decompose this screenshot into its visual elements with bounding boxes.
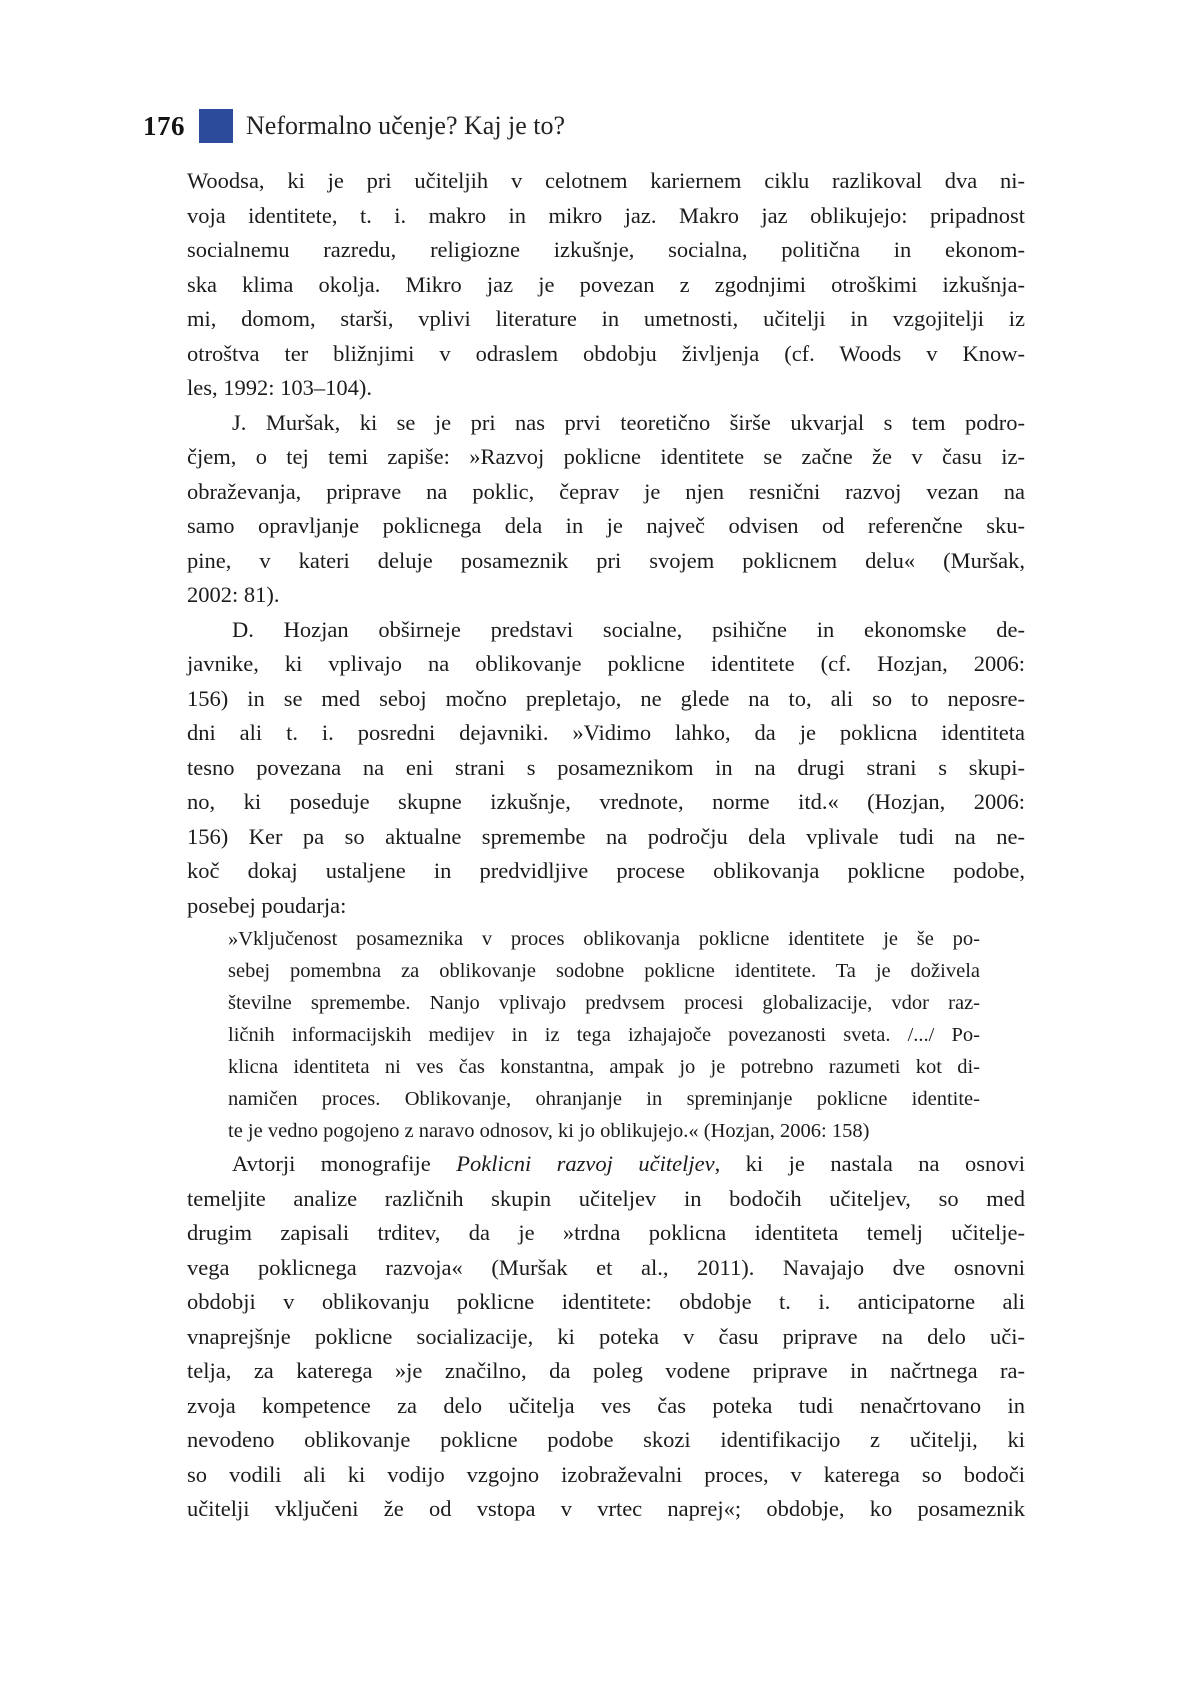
text-line: koč dokaj ustaljene in predvidljive procese oblikovanja poklicne podobe,	[187, 858, 1025, 883]
page-number: 176	[143, 110, 185, 141]
text-line: 2002: 81).	[187, 582, 280, 607]
text-line: Avtorji monografije Poklicni razvoj učiteljev, ki je nastala na osnovi	[232, 1151, 1026, 1176]
text-line: temeljite analize različnih skupin učiteljev in bodočih učiteljev, so med	[187, 1185, 1025, 1211]
text-line: telja, za katerega »je značilno, da poleg vodene priprave in načrtnega ra-	[187, 1358, 1025, 1383]
text-line: no, ki poseduje skupne izkušnje, vrednote, norme itd.« (Hozjan, 2006:	[187, 789, 1025, 814]
text-line: obdobji v oblikovanju poklicne identitete: obdobje t. i. anticipatorne ali	[187, 1289, 1025, 1314]
text-line: vnaprejšnje poklicne socializacije, ki poteka v času priprave na delo uči-	[187, 1323, 1025, 1349]
text-line: obraževanja, priprave na poklic, čeprav je njen resnični razvoj vezan na	[187, 478, 1025, 504]
text-line: ska klima okolja. Mikro jaz je povezan z zgodnjimi otroškimi izkušnja-	[187, 271, 1025, 297]
text-line: socialnemu razredu, religiozne izkušnje, socialna, politična in ekonom-	[187, 237, 1025, 262]
body-text	[187, 164, 1025, 1527]
text-line: vega poklicnega razvoja« (Muršak et al., 2011). Navajajo dve osnovni	[187, 1254, 1025, 1280]
text-line: D. Hozjan obširneje predstavi socialne, psihične in ekonomske de-	[232, 616, 1025, 642]
running-title: Neformalno učenje? Kaj je to?	[246, 111, 566, 140]
text-line: številne spremembe. Nanjo vplivajo predvsem procesi globalizacije, vdor raz-	[228, 992, 980, 1014]
text-line: les, 1992: 103–104).	[187, 375, 372, 400]
paragraph	[187, 164, 1025, 406]
text-line: so vodili ali ki vodijo vzgojno izobraževalni proces, v katerega so bodoči	[187, 1461, 1025, 1487]
text-line: J. Muršak, ki se je pri nas prvi teoretično širše ukvarjal s tem podro-	[232, 409, 1025, 435]
text-line: samo opravljanje poklicnega dela in je največ odvisen od referenčne sku-	[187, 513, 1025, 538]
text-line: učitelji vključeni že od vstopa v vrtec naprej«; obdobje, ko posameznik	[187, 1496, 1025, 1521]
text-line: klicna identiteta ni ves čas konstantna, ampak jo je potrebno razumeti kot di-	[228, 1056, 980, 1078]
text-line: »Vključenost posameznika v proces oblikovanja poklicne identitete je še po-	[228, 928, 980, 950]
paragraph	[187, 406, 1025, 613]
blue-square-marker	[199, 109, 233, 143]
text-line: zvoja kompetence za delo učitelja ves čas poteka tudi nenačrtovano in	[187, 1392, 1025, 1418]
text-line: namičen proces. Oblikovanje, ohranjanje in spreminjanje poklicne identite-	[228, 1088, 980, 1110]
text-line: javnike, ki vplivajo na oblikovanje poklicne identitete (cf. Hozjan, 2006:	[187, 651, 1025, 676]
text-line: 156) Ker pa so aktualne spremembe na področju dela vplivale tudi na ne-	[187, 823, 1025, 849]
text-line: dni ali t. i. posredni dejavniki. »Vidimo lahko, da je poklicna identiteta	[187, 720, 1025, 745]
paragraph	[187, 613, 1025, 924]
text-line: tesno povezana na eni strani s posameznikom in na drugi strani s skupi-	[187, 754, 1025, 780]
block-quote	[228, 923, 980, 1147]
text-line: te je vedno pogojeno z naravo odnosov, ki jo oblikujejo.« (Hozjan, 2006: 158)	[228, 1120, 870, 1142]
text-line: čjem, o tej temi zapiše: »Razvoj poklicne identitete se začne že v času iz-	[187, 444, 1025, 469]
text-line: voja identitete, t. i. makro in mikro jaz. Makro jaz oblikujejo: pripadnost	[187, 202, 1025, 228]
paragraph	[187, 1147, 1025, 1527]
text-line: mi, domom, starši, vplivi literature in umetnosti, učitelji in vzgojitelji iz	[187, 306, 1025, 331]
page-header	[143, 106, 565, 146]
text-line: drugim zapisali trditev, da je »trdna poklicna identiteta temelj učitelje-	[187, 1220, 1025, 1245]
text-line: nevodeno oblikovanje poklicne podobe skozi identifikacijo z učitelji, ki	[187, 1427, 1025, 1452]
text-line: pine, v kateri deluje posameznik pri svojem poklicnem delu« (Muršak,	[187, 547, 1025, 573]
text-line: Woodsa, ki je pri učiteljih v celotnem kariernem ciklu razlikoval dva ni-	[187, 168, 1025, 193]
text-line: otroštva ter bližnjimi v odraslem obdobju življenja (cf. Woods v Know-	[187, 340, 1025, 366]
text-line: ličnih informacijskih medijev in iz tega izhajajoče povezanosti sveta. /.../ Po-	[228, 1024, 980, 1046]
text-line: posebej poudarja:	[187, 892, 347, 918]
text-line: sebej pomembna za oblikovanje sodobne poklicne identitete. Ta je doživela	[228, 960, 980, 982]
text-line: 156) in se med seboj močno prepletajo, ne glede na to, ali so to neposre-	[187, 685, 1025, 711]
